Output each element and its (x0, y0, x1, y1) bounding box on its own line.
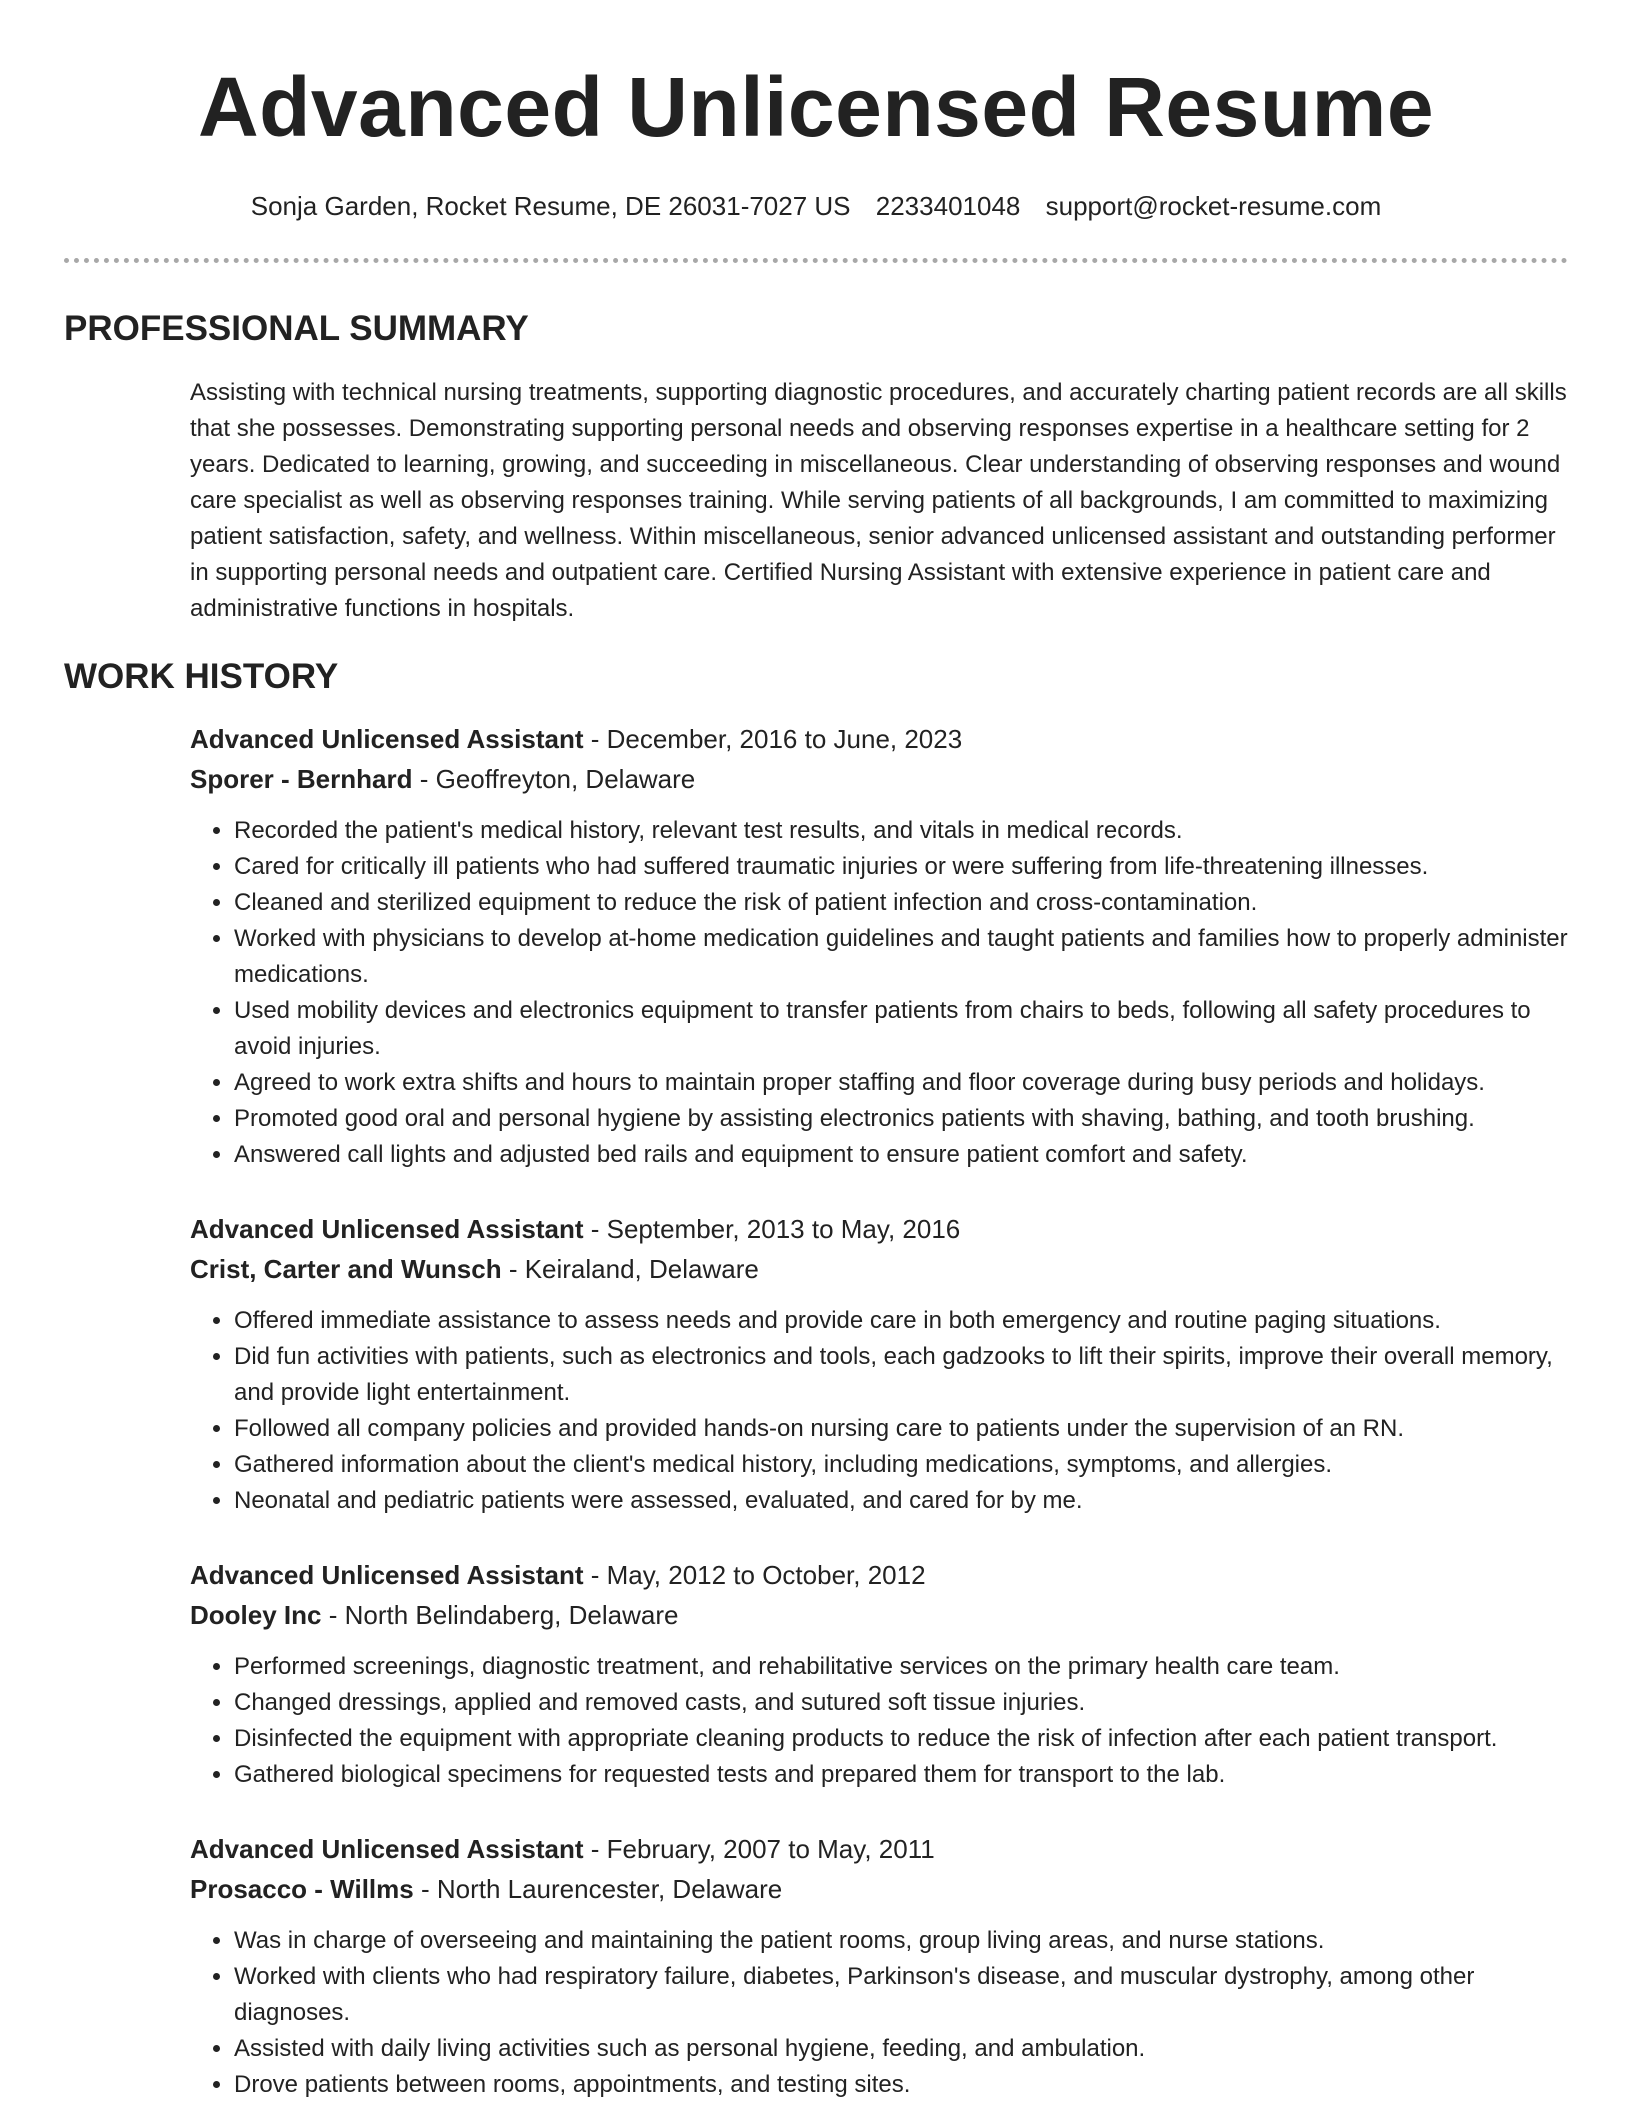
job-title-line (190, 1829, 1568, 1869)
job-company: Dooley Inc (190, 1600, 322, 1630)
job-title: Advanced Unlicensed Assistant (190, 724, 584, 754)
summary-heading: PROFESSIONAL SUMMARY (64, 309, 529, 348)
job-title-line (190, 719, 1568, 759)
job-bullet: • Gathered biological specimens for requested tests and prepared them for transport to the lab. (234, 1757, 1568, 1793)
job-title: Advanced Unlicensed Assistant (190, 1214, 584, 1244)
job-location: - North Belindaberg, Delaware (321, 1600, 679, 1630)
job-bullet: • Answered call lights and adjusted bed rails and equipment to ensure patient comfort and safety. (234, 1137, 1568, 1173)
job-location: - North Laurencester, Delaware (413, 1874, 783, 1904)
job-dates: - September, 2013 to May, 2016 (583, 1214, 961, 1244)
job-title-line (190, 1555, 1568, 1595)
contact-phone: 2233401048 (875, 191, 1021, 221)
job-dates: - May, 2012 to October, 2012 (583, 1560, 926, 1590)
job-bullet: • Recorded the patient's medical history, relevant test results, and vitals in medical records. (234, 813, 1568, 849)
header-divider (64, 258, 1568, 263)
job-bullets (190, 813, 1568, 1173)
work-history-heading: WORK HISTORY (64, 657, 339, 696)
job-entry (190, 1209, 1568, 1519)
job-bullets (190, 1303, 1568, 1519)
job-title-line (190, 1209, 1568, 1249)
job-bullet: • Performed screenings, diagnostic treatment, and rehabilitative services on the primary health care team. (234, 1649, 1568, 1685)
summary-text: Assisting with technical nursing treatments, supporting diagnostic procedures, and accurately charting patient records are all skills that she possesses. Demonstrating supporting personal needs and observing responses expertise in a healthcare setting for 2 years. Dedicated to learning, growing, and succeeding in miscellaneous. Clear understanding of observing responses and wound care specialist as well as observing responses training. While serving patients of all backgrounds, I am committed to maximizing patient satisfaction, safety, and wellness. Within miscellaneous, senior advanced unlicensed assistant and outstanding performer in supporting personal needs and outpatient care. Certified Nursing Assistant with extensive experience in patient care and administrative functions in hospitals. (190, 379, 1567, 622)
contact-address: Sonja Garden, Rocket Resume, DE 26031-7027 US (250, 191, 851, 221)
job-entry (190, 1829, 1568, 2103)
job-bullet: • Changed dressings, applied and removed casts, and sutured soft tissue injuries. (234, 1685, 1568, 1721)
job-bullet: • Drove patients between rooms, appointments, and testing sites. (234, 2067, 1568, 2103)
job-entry (190, 719, 1568, 1173)
job-bullet: • Assisted with daily living activities such as personal hygiene, feeding, and ambulation. (234, 2031, 1568, 2067)
job-dates: - February, 2007 to May, 2011 (583, 1834, 935, 1864)
job-bullet: • Was in charge of overseeing and maintaining the patient rooms, group living areas, and nurse stations. (234, 1923, 1568, 1959)
page-title: Advanced Unlicensed Resume (197, 60, 1435, 154)
job-bullet: • Agreed to work extra shifts and hours to maintain proper staffing and floor coverage during busy periods and holidays. (234, 1065, 1568, 1101)
work-history-list (190, 719, 1568, 2103)
job-bullet: • Used mobility devices and electronics equipment to transfer patients from chairs to beds, following all safety procedures to avoid injuries. (234, 993, 1568, 1065)
job-company-line (190, 1869, 1568, 1909)
job-entry (190, 1555, 1568, 1793)
job-bullet: • Worked with clients who had respiratory failure, diabetes, Parkinson's disease, and muscular dystrophy, among other diagnoses. (234, 1959, 1568, 2031)
job-bullet: • Neonatal and pediatric patients were assessed, evaluated, and cared for by me. (234, 1483, 1568, 1519)
job-company: Prosacco - Willms (190, 1874, 414, 1904)
job-company-line (190, 759, 1568, 799)
job-company-line (190, 1249, 1568, 1289)
job-bullet: • Offered immediate assistance to assess needs and provide care in both emergency and routine paging situations. (234, 1303, 1568, 1339)
job-bullet: • Worked with physicians to develop at-home medication guidelines and taught patients and families how to properly administer medications. (234, 921, 1568, 993)
job-title: Advanced Unlicensed Assistant (190, 1834, 584, 1864)
job-bullet: • Cared for critically ill patients who had suffered traumatic injuries or were suffering from life-threatening illnesses. (234, 849, 1568, 885)
contact-info (64, 188, 1568, 224)
job-location: - Keiraland, Delaware (501, 1254, 759, 1284)
job-bullets (190, 1923, 1568, 2103)
job-title: Advanced Unlicensed Assistant (190, 1560, 584, 1590)
contact-email: support@rocket-resume.com (1045, 191, 1382, 221)
job-bullet: • Followed all company policies and provided hands-on nursing care to patients under the supervision of an RN. (234, 1411, 1568, 1447)
job-bullet: • Disinfected the equipment with appropriate cleaning products to reduce the risk of infection after each patient transport. (234, 1721, 1568, 1757)
job-bullets (190, 1649, 1568, 1793)
job-dates: - December, 2016 to June, 2023 (583, 724, 963, 754)
job-location: - Geoffreyton, Delaware (412, 764, 696, 794)
job-bullet: • Cleaned and sterilized equipment to reduce the risk of patient infection and cross-contamination. (234, 885, 1568, 921)
job-company: Sporer - Bernhard (190, 764, 413, 794)
job-bullet: • Gathered information about the client's medical history, including medications, symptoms, and allergies. (234, 1447, 1568, 1483)
job-company-line (190, 1595, 1568, 1635)
job-bullet: • Did fun activities with patients, such as electronics and tools, each gadzooks to lift their spirits, improve their overall memory, and provide light entertainment. (234, 1339, 1568, 1411)
job-bullet: • Promoted good oral and personal hygiene by assisting electronics patients with shaving, bathing, and tooth brushing. (234, 1101, 1568, 1137)
job-company: Crist, Carter and Wunsch (190, 1254, 502, 1284)
